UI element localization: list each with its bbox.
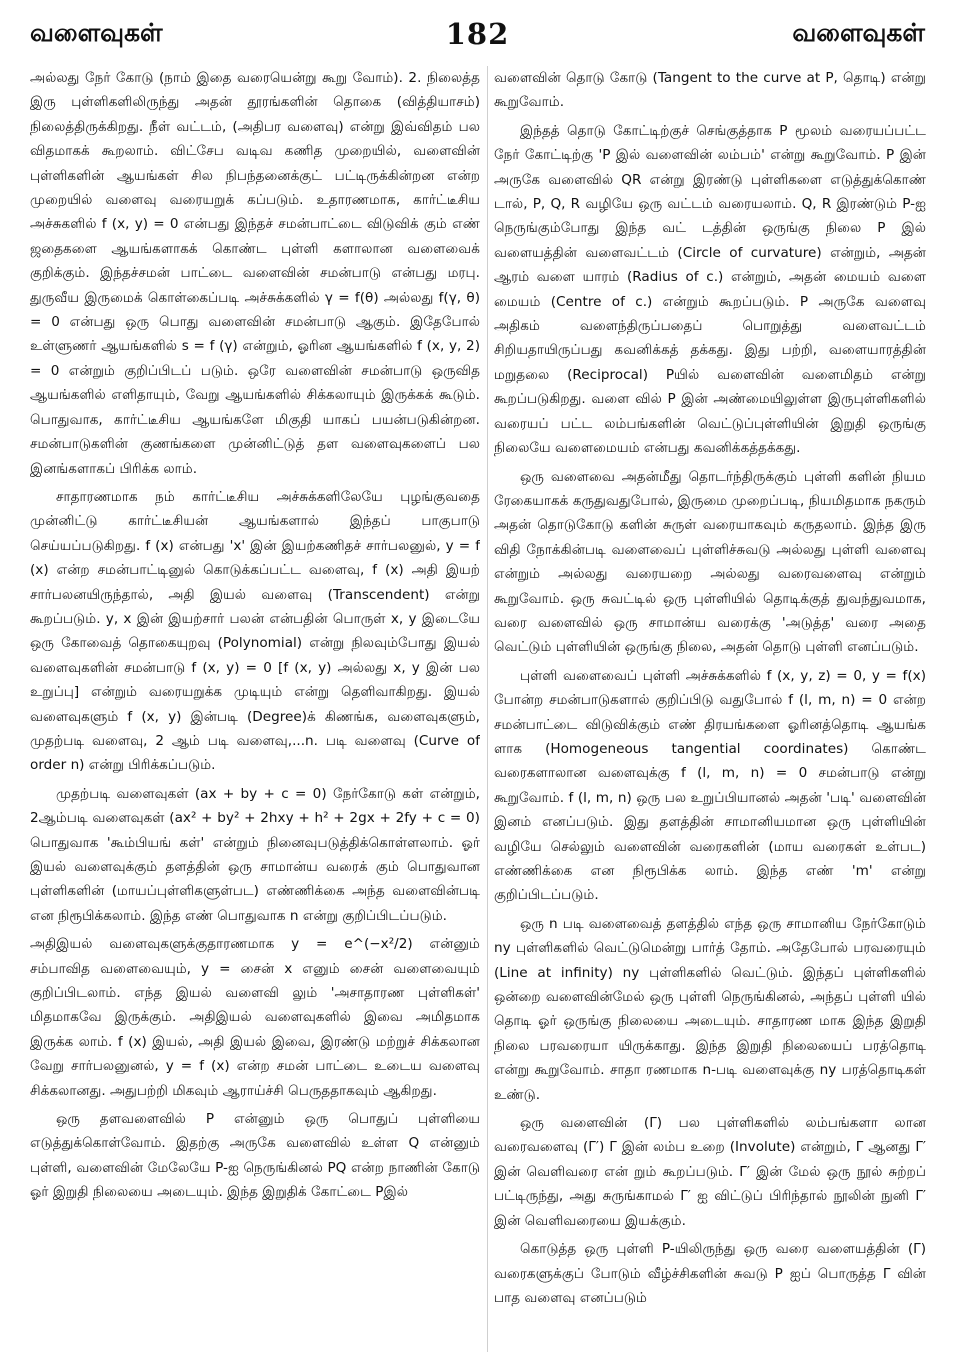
page-number: 182 (445, 17, 510, 51)
paragraph: ஒரு தளவளைவில் P என்னும் ஒரு பொதுப் புள்ளியை எடுத்துக்கொள்வோம். இதற்கு அருகே வளைவில் உள்ள Q என்னும் புள்ளி, வளைவின் மேலேயே P-ஐ நெருங்கினல் PQ என்ற நாணின் கோடு ஓர் இறுதி நிலையை அடையும். இந்த இறுதிக் கோட்டை Pஇல் (30, 1111, 480, 1201)
paragraph: சாதாரணமாக நம் கார்ட்டீசிய அச்சுக்களிலேயே புழங்குவதை முன்னிட்டு கார்ட்டீசியன் ஆயங்களால் இந்தப் பாகுபாடு செய்யப்படுகிறது. f (x) என்பது 'x' இன் இயற்கணிதச் சார்பலனுல், y = f (x) என்ற சமன்பாட்டினுல் கொடுக்கப்பட்ட வளைவு, f (x) அதி இயற் சார்பலனயிருந்தால், அதி இயல் வளைவு (Transcendent) என்று கூறப்படும். y, x இன் இயற்சார் பலன் என்பதின் பொருள் x, y இடையே ஒரு கோவைத் தொகையுறவு (Polynomial) என்று நிலவும்போது இயல் வளைவுகளின் சமன்பாடு f (x, y) = 0 [f (x, y) அல்லது x, y இன் பல உறுப்பு] என்றும் வரையறுக்க முடியும் என்று தெளிவாகிறது. இயல் வளைவுகளும் f (x, y) இன்படி (Degree)க் கிணங்க, வளைவுகளும், முதற்படி வளைவு, 2 ஆம் படி வளைவு,...n. படி வளைவு (Curve of order n) என்று பிரிக்கப்படும். (30, 488, 480, 774)
paragraph: வளைவின் தொடு கோடு (Tangent to the curve at P, தொடி) என்று கூறுவோம். (494, 70, 926, 111)
right-column (494, 66, 926, 1352)
column-divider (487, 66, 488, 1352)
paragraph: ஒரு வளைவை அதன்மீது தொடர்ந்திருக்கும் புள்ளி களின் நியம ரேகையாகக் கருதுவதுபோல், இருமை முறைப்படி, நியமிதமாக நகரும் அதன் தொடுகோடு களின் சுருள் வரையாகவும் கருதலாம். இந்த இரு விதி நோக்கின்படி வளைவைப் புள்ளிச்சுவடு அல்லது புள்ளி வளைவு என்றும் அல்லது வரையறை அல்லது வரைவளைவு என்றும் கூறுவோம். ஒரு சுவட்டில் ஒரு புள்ளியில் தொடிக்குத் துவந்துவமாக, வரை வளைவில் ஒரு சாமான்ய வரைக்கு 'அடுத்த' வரை அதை வெட்டும் புள்ளியின் ஒருங்கு நிலை, அதன் தொடு புள்ளி எனப்படும். (494, 468, 926, 656)
left-column (30, 66, 480, 1352)
paragraph: இந்தத் தொடு கோட்டிற்குச் செங்குத்தாக P மூலம் வரையப்பட்ட நேர் கோட்டிற்கு 'P இல் வளைவின் லம்பம்' என்று கூறுவோம். P இன் அருகே வளைவில் QR என்று இரண்டு புள்ளிகளை எடுத்துக்கொண் டால், P, Q, R வழியே ஒரு வட்டம் வரையலாம். Q, R இரண்டும் P-ஐ நெருங்கும்போது இந்த வட் டத்தின் ஒருங்கு நிலை P இல் வளையத்தின் வளைவட்டம் (Circle of curvature) என்றும், அதன் ஆரம் வளை யாரம் (Radius of c.) என்றும், அதன் மையம் வளை மையம் (Centre of c.) என்றும் கூறப்படும். P அருகே வளைவு அதிகம் வளைந்திருப்பதைப் பொறுத்து வளைவட்டம் சிறியதாயிருப்பது கவனிக்கத் தக்கது. இது பற்றி, வளையாரத்தின் மறுதலை (Reciprocal) Pயில் வளைவின் வளைமிதம் என்று கூறப்படுகிறது. வளை வில் P இன் அண்மையிலுள்ள இருபுள்ளிகளில் வரையப் பட்ட லம்பங்களின் வெட்டுப்புள்ளியின் இறுதி ஒருங்கு நிலையே வளைமையம் என்பது கவனிக்கத்தக்கது. (494, 122, 926, 457)
paragraph: புள்ளி வளைவைப் புள்ளி அச்சுக்களில் f (x, y, z) = 0, y = f(x) போன்ற சமன்பாடுகளால் குறிப்பிடு வதுபோல் f (l, m, n) = 0 என்ற சமன்பாட்டை விடுவிக்கும் எண் திரயங்களை ஓரினத்தொடி ஆயங்க ளாக (Homogeneous tangential coordinates) கொண்ட வரைகளாலான வளைவுக்கு f (l, m, n) = 0 சமன்பாடு என்று கூறுவோம். f (l, m, n) ஒரு பல உறுப்பியானல் அதன் 'படி' வளைவின் இனம் எனப்படும். இது தளத்தின் சாமானியமான ஒரு புள்ளியின் வழியே செல்லும் வளைவின் வரைகளின் (மாய வரைகள் உள்பட) எண்ணிக்கை என நிரூபிக்க லாம். இந்த எண் 'm' என்று குறிப்பிடப்படும். (494, 667, 926, 904)
paragraph: முதற்படி வளைவுகள் (ax + by + c = 0) நேர்கோடு கள் என்றும், 2ஆம்படி வளைவுகள் (ax² + by² + 2hxy + h² + 2gx + 2fy + c = 0) பொதுவாக 'கூம்பியங் கள்' என்றும் நினைவுபடுத்திக்கொள்ளலாம். ஓர் இயல் வளைவுக்கும் தளத்தின் ஒரு சாமான்ய வரைக் கும் பொதுவான புள்ளிகளின் (மாயப்புள்ளிகளுள்பட) எண்ணிக்கை அந்த வளைவின்படி என நிரூபிக்கலாம். இந்த எண் பொதுவாக n என்று குறிப்பிடப்படும். (30, 785, 480, 924)
paragraph: ஒரு வளைவின் (Γ) பல புள்ளிகளில் லம்பங்களா லான வரைவளைவு (Γ′) Γ இன் லம்ப உறை (Involute) என்றும், Γ ஆனது Γ′ இன் வெளிவரை என் றும் கூறப்படும். Γ′ இன் மேல் ஒரு நூல் சுற்றப் பட்டிருந்து, அது சுருங்காமல் Γ′ ஐ விட்டுப் பிரிந்தால் நூலின் நுனி Γ′ இன் வெளிவரையை இயக்கும். (494, 1115, 926, 1229)
header-left-keyword: வளைவுகள் (30, 17, 163, 47)
header-right-keyword: வளைவுகள் (792, 17, 925, 47)
page-header (30, 14, 925, 54)
paragraph: கொடுத்த ஒரு புள்ளி P-யிலிருந்து ஒரு வரை வளையத்தின் (Γ) வரைகளுக்குப் போடும் வீழ்ச்சிகளின் சுவடு P ஐப் பொருத்த Γ வின் பாத வளைவு எனப்படும் (494, 1241, 926, 1306)
paragraph: ஒரு n படி வளைவைத் தளத்தில் எந்த ஒரு சாமானிய நேர்கோடும் ny புள்ளிகளில் வெட்டுமென்று பார்த் தோம். அதேபோல் பரவரையும் (Line at infinity) ny புள்ளிகளில் வெட்டும். இந்தப் புள்ளிகளில் ஒன்றை வளைவின்மேல் ஒரு புள்ளி நெருங்கினல், அந்தப் புள்ளி யில் தொடி ஓர் ஒருங்கு நிலையை அடையும். சாதாரண மாக இந்த இறுதி நிலை பரவரையா யிருக்காது. இந்த இறுதி நிலையைப் பரத்தொடி என்று கூறுவோம். சாதா ரணமாக n-படி வளைவுக்கு ny பரத்தொடிகள் உண்டு. (494, 915, 926, 1103)
paragraph: அல்லது நேர் கோடு (நாம் இதை வரையென்று கூறு வோம்). 2. நிலைத்த இரு புள்ளிகளிலிருந்து அதன் தூரங்களின் தொகை (வித்தியாசம்) நிலைத்திருக்கிறது. நீள் வட்டம், (அதிபர வளைவு) என்று இவ்விதம் பல விதமாகக் கூறலாம். விட்சேப வடிவ கணித முறையில், வளைவின் புள்ளிகளின் ஆயங்கள் சில நிபந்தனைக்குட் பட்டிருக்கின்றன என்ற முறையில் வளைவு வரையறுக் கப்படும். உதாரணமாக, கார்ட்டீசிய அச்சுகளில் f (x, y) = 0 என்பது இந்தச் சமன்பாட்டை விடுவிக் கும் எண் ஜதைகளை ஆயங்களாகக் கொண்ட புள்ளி களாலான வளைவைக் குறிக்கும். இந்தச்சமன் பாட்டை வளைவின் சமன்பாடு என்பது மரபு. துருவீய இருமைக் கொள்கைப்படி அச்சுக்களில் γ = f(θ) அல்லது f(γ, θ) = 0 என்பது ஒரு பொது வளைவின் சமன்பாடு ஆகும். இதேபோல் உள்ளுணர் ஆயங்களில் s = f (γ) என்றும், ஓரின ஆயங்களில் f (x, y, 2) = 0 என்றும் குறிப்பிடப் படும். ஒரே வளைவின் சமன்பாடு ஒருவித ஆயங்களில் எளிதாயும், வேறு ஆயங்களில் சிக்கலாயும் இருக்கக் கூடும். பொதுவாக, கார்ட்டீசிய ஆயங்களே மிகுதி யாகப் பயன்படுகின்றன. சமன்பாடுகளின் குணங்களை முன்னிட்டுத் தள வளைவுகளைப் பல இனங்களாகப் பிரிக்க லாம். (30, 70, 480, 477)
paragraph: அதிஇயல் வளைவுகளுக்குதாரணமாக y = e^(−x²/2) என்னும் சம்பாவித வளைவையும், y = சைன் x எனும் சைன் வளைவையும் குறிப்பிடலாம். எந்த இயல் வளைவி லும் 'அசாதாரண புள்ளிகள்' மிதமாகவே இருக்கும். அதிஇயல் வளைவுகளில் இவை அமிதமாக இருக்க லாம். f (x) இயல், அதி இயல் இவை, இரண்டு மற்றுச் சிக்கலான வேறு சார்பலனுனல், y = f (x) என்ற சமன் பாட்டை உடைய வளைவு சிக்கலானது. அதுபற்றி மிகவும் ஆராய்ச்சி பெருததாகவும் ஆகிறது. (30, 936, 480, 1099)
